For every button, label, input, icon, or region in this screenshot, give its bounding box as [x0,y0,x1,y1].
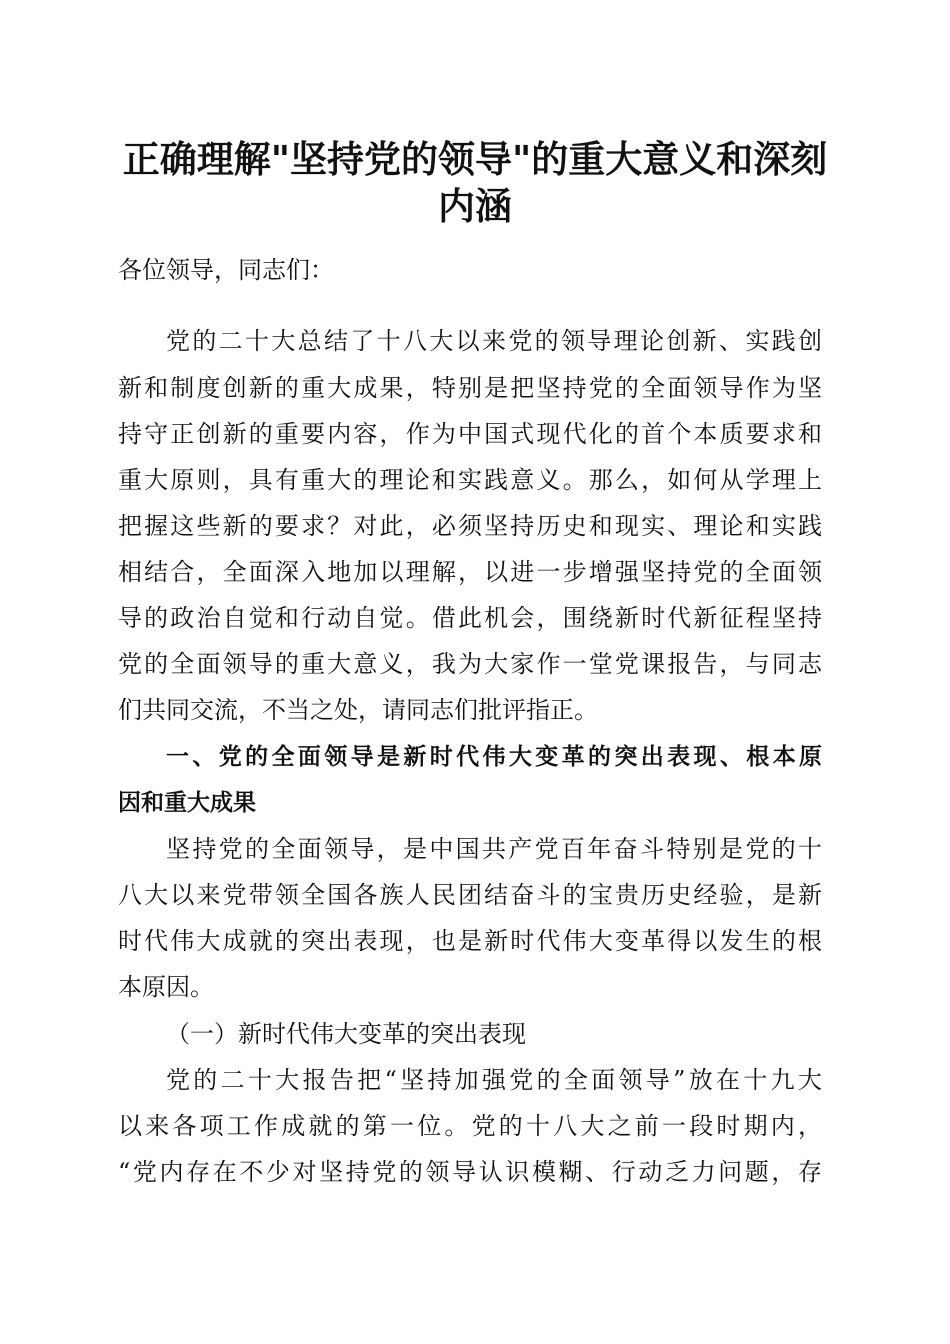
document-title-line-1: 正确理解"坚持党的领导"的重大意义和深刻 [122,138,828,181]
paragraph-line: 重大原则，具有重大的理论和实践意义。那么，如何从学理上 [118,466,822,494]
document-title-line-2: 内涵 [438,185,512,228]
paragraph-line: 坚持党的全面领导，是中国共产党百年奋斗特别是党的十 [166,835,822,863]
paragraph-line: 本原因。 [118,973,214,1001]
subsection-heading: （一）新时代伟大变革的突出表现 [166,1020,526,1048]
paragraph-line: 八大以来党带领全国各族人民团结奋斗的宝贵历史经验，是新 [118,881,822,909]
paragraph-line: 把握这些新的要求？对此，必须坚持历史和现实、理论和实践 [118,512,822,540]
salutation: 各位领导，同志们： [118,256,334,284]
paragraph-line: “党内存在不少对坚持党的领导认识模糊、行动乏力问题，存 [118,1158,822,1186]
paragraph-line: 时代伟大成就的突出表现，也是新时代伟大变革得以发生的根 [118,927,822,955]
section-heading-line-1: 一、党的全面领导是新时代伟大变革的突出表现、根本原 [166,744,822,770]
paragraph-line: 党的二十大总结了十八大以来党的领导理论创新、实践创 [166,327,822,355]
paragraph-line: 导的政治自觉和行动自觉。借此机会，围绕新时代新征程坚持 [118,604,822,632]
paragraph-line: 们共同交流，不当之处，请同志们批评指正。 [118,696,598,724]
paragraph-line: 持守正创新的重要内容，作为中国式现代化的首个本质要求和 [118,420,822,448]
paragraph-line: 相结合，全面深入地加以理解，以进一步增强坚持党的全面领 [118,558,822,586]
section-heading-line-2: 因和重大成果 [118,790,256,816]
paragraph-line: 党的二十大报告把“坚持加强党的全面领导”放在十九大 [166,1066,822,1094]
paragraph-line: 新和制度创新的重大成果，特别是把坚持党的全面领导作为坚 [118,374,822,402]
paragraph-line: 党的全面领导的重大意义，我为大家作一堂党课报告，与同志 [118,650,822,678]
paragraph-line: 以来各项工作成就的第一位。党的十八大之前一段时期内， [118,1112,822,1140]
